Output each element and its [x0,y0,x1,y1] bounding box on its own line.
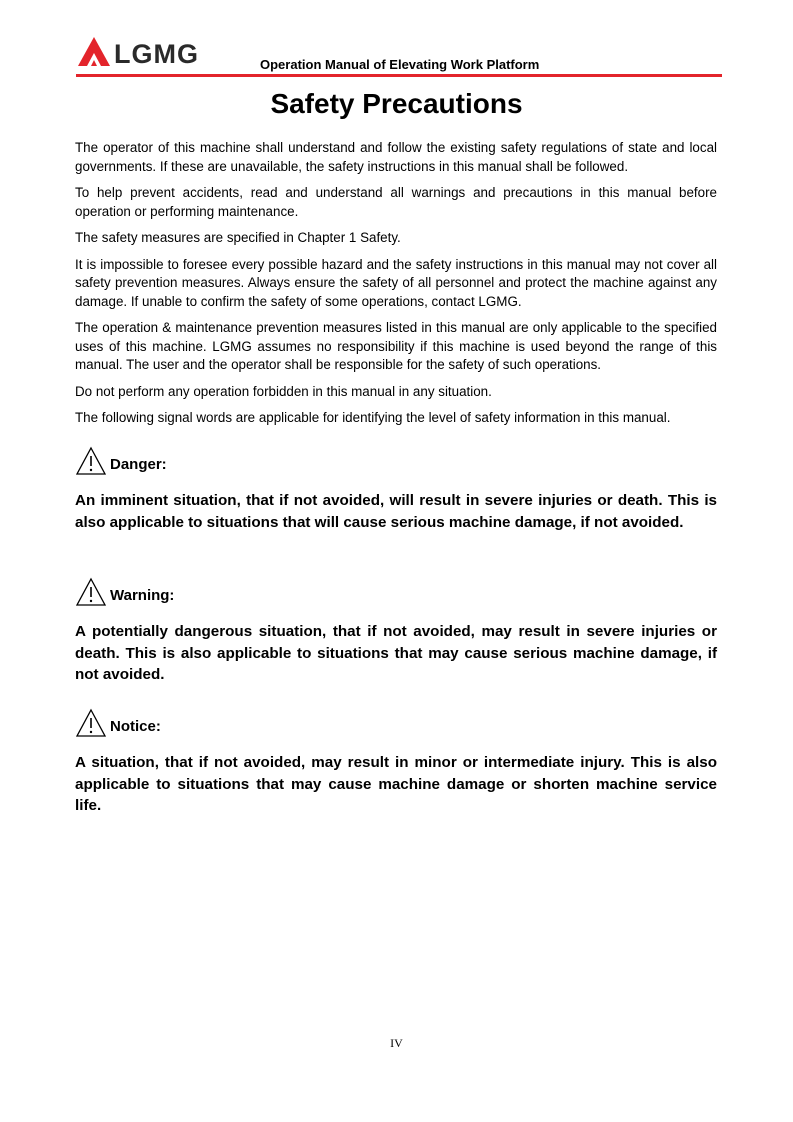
header-divider [76,74,722,77]
signal-label: Warning: [110,587,175,604]
lgmg-logo [76,34,216,68]
signal-description: A potentially dangerous situation, that if not avoided, may result in severe injuries or death. This is also applicable to situations that may cause serious machine damage, if not avoided. [75,623,717,683]
signal-notice [75,706,717,817]
page-number: IV [390,1036,403,1050]
page-header [76,32,722,78]
paragraph: The safety measures are specified in Chapter 1 Safety. [75,230,401,245]
paragraph: The following signal words are applicable for identifying the level of safety information in this manual. [75,410,671,425]
signal-description: An imminent situation, that if not avoided, will result in severe injuries or death. This is also applicable to situations that will cause serious machine damage, if not avoided. [75,492,717,531]
warning-triangle-icon [75,708,107,738]
signal-label: Notice: [110,718,161,735]
paragraph: It is impossible to foresee every possible hazard and the safety instructions in this manual may not cover all safety prevention measures. Always ensure the safety of all personnel and protect the machine against any damage. If unable to confirm the safety of some operations, contact LGMG. [75,256,717,309]
document-title: Operation Manual of Elevating Work Platform [260,57,540,72]
signal-description: A situation, that if not avoided, may result in minor or intermediate injury. This is also applicable to situations that may cause machine damage or shorten machine service life. [75,754,717,814]
paragraph: Do not perform any operation forbidden in this manual in any situation. [75,383,492,399]
page-title: Safety Precautions [270,88,523,119]
warning-triangle-icon [75,446,107,476]
paragraph: To help prevent accidents, read and understand all warnings and precautions in this manual before operation or performing maintenance. [75,185,717,219]
paragraph: The operator of this machine shall understand and follow the existing safety regulations of state and local governments. If these are unavailable, the safety instructions in this manual shall be followed. [75,140,717,174]
paragraph: The operation & maintenance prevention measures listed in this manual are only applicable to the specified uses of this machine. LGMG assumes no responsibility if this machine is used beyond the range of this manual. The user and the operator shall be responsible for the safety of such operations. [75,320,717,372]
logo-wordmark: LGMG [114,39,199,68]
signal-warning [75,575,717,686]
warning-triangle-icon [75,577,107,607]
intro-text [75,139,717,436]
signal-label: Danger: [110,456,167,473]
signal-danger [75,444,717,533]
